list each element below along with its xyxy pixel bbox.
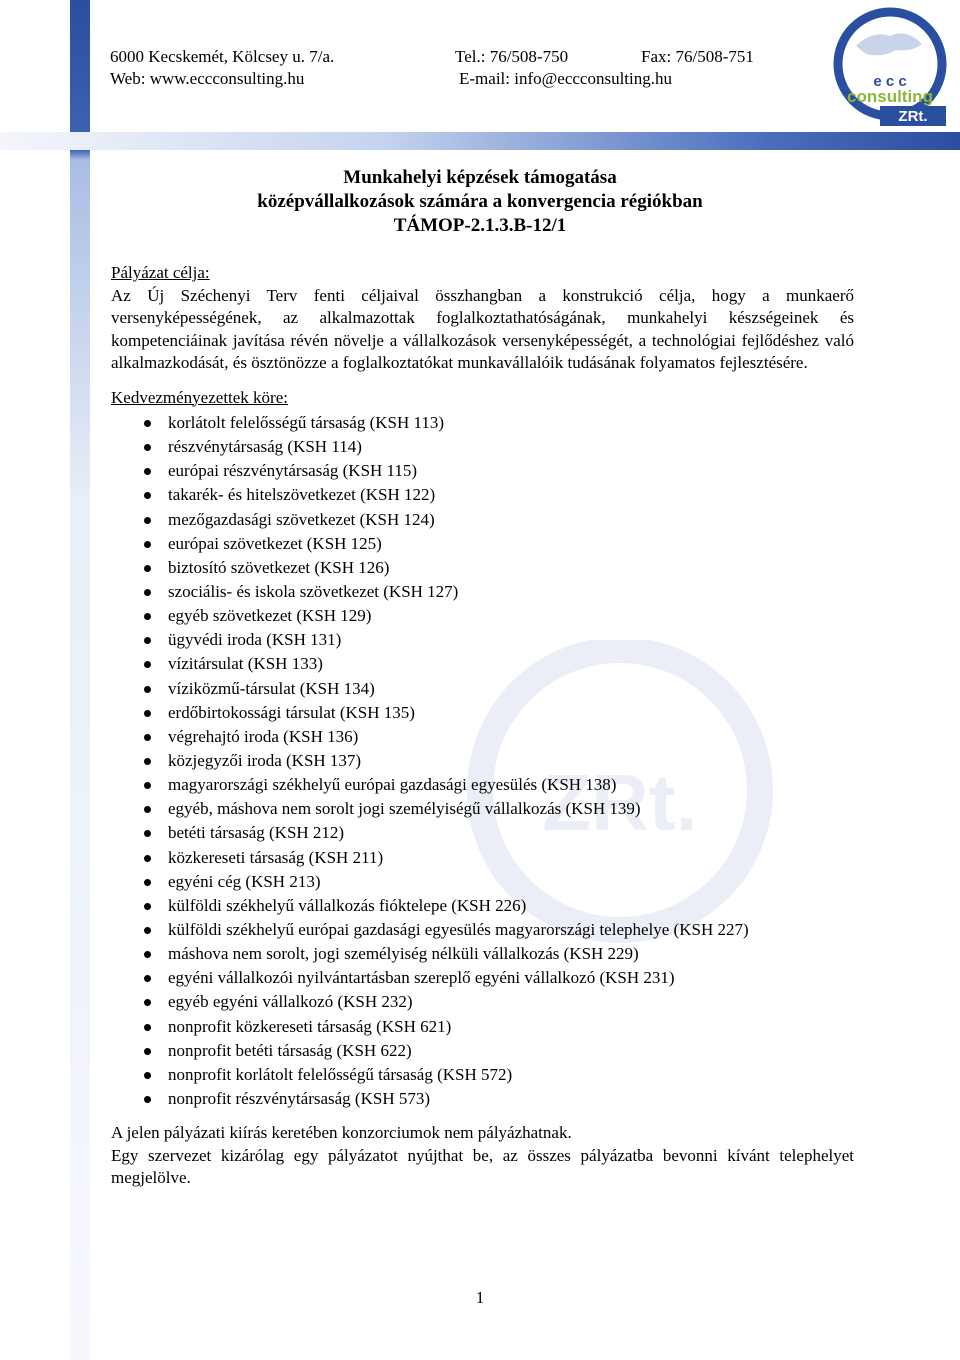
bullet-icon <box>144 1072 151 1079</box>
page-number: 1 <box>475 1288 485 1307</box>
bullet-icon <box>144 492 151 499</box>
bullet-icon <box>144 903 151 910</box>
list-item <box>111 508 854 532</box>
list-item-label: egyéni cég (KSH 213) <box>168 871 321 891</box>
list-item <box>111 701 854 725</box>
logo-consulting-text: consulting <box>847 87 933 106</box>
list-item <box>111 1087 854 1111</box>
list-item <box>111 483 854 507</box>
list-item-label: nonprofit korlátolt felelősségű társaság (KSH 572) <box>168 1064 513 1084</box>
list-item-label: vízitársulat (KSH 133) <box>168 654 323 674</box>
company-address: 6000 Kecskemét, Kölcsey u. 7/a. <box>110 47 335 66</box>
list-item-label: nonprofit részvénytársaság (KSH 573) <box>168 1088 431 1108</box>
list-item <box>111 677 854 701</box>
list-item <box>111 435 854 459</box>
bullet-icon <box>144 517 151 524</box>
list-item-label: víziközmű-társulat (KSH 134) <box>168 678 375 698</box>
list-item <box>111 1063 854 1087</box>
bullet-icon <box>144 710 151 717</box>
bullet-icon <box>144 541 151 548</box>
bullet-icon <box>144 1024 151 1031</box>
list-item-label: külföldi székhelyű európai gazdasági egyesülés magyarországi telephelye (KSH 227) <box>168 919 749 939</box>
bullet-icon <box>144 1048 151 1055</box>
list-item-label: végrehajtó iroda (KSH 136) <box>168 726 359 746</box>
list-item <box>111 966 854 990</box>
website-link[interactable]: Web: www.eccconsulting.hu <box>110 69 305 88</box>
list-item <box>111 797 854 821</box>
list-item <box>111 411 854 435</box>
bullet-icon <box>144 613 151 620</box>
title-line-1: Munkahelyi képzések támogatása <box>343 167 617 188</box>
bullet-icon <box>144 420 151 427</box>
bullet-icon <box>144 879 151 886</box>
consortium-note: A jelen pályázati kiírás keretében konzorciumok nem pályázhatnak. <box>111 1123 572 1143</box>
bullet-icon <box>144 661 151 668</box>
bullet-icon <box>144 782 151 789</box>
list-item <box>111 532 854 556</box>
bullet-icon <box>144 589 151 596</box>
list-item-label: magyarországi székhelyű európai gazdasági egyesülés (KSH 138) <box>168 775 617 795</box>
document-title <box>0 166 960 238</box>
list-item-label: mezőgazdasági szövetkezet (KSH 124) <box>168 509 435 529</box>
list-item-label: európai szövetkezet (KSH 125) <box>168 533 382 553</box>
bullet-icon <box>144 444 151 451</box>
list-item <box>111 990 854 1014</box>
bullet-icon <box>144 999 151 1006</box>
list-item <box>111 918 854 942</box>
bullet-icon <box>144 806 151 813</box>
list-item <box>111 1015 854 1039</box>
list-item-label: részvénytársaság (KSH 114) <box>168 437 362 457</box>
bullet-icon <box>144 830 151 837</box>
list-item <box>111 604 854 628</box>
list-item-label: közkereseti társaság (KSH 211) <box>168 847 384 867</box>
purpose-paragraph: Az Új Széchenyi Terv fenti céljaival összhangban a konstrukció célja, hogy a munkaerő versenyképességének, az alkalmazottak foglalkoztathatóságának, munkahelyi készségeinek és kompetenciáinak javítása révén növelje a vállalkozások versenyképességét, a technológiai fejlődéshez való alkalmazkodását, és ösztönözze a foglalkoztatókat munkavállalóik tudásának folyamatos fejlesztésére. <box>111 285 854 372</box>
fax-number: Fax: 76/508-751 <box>641 47 754 66</box>
title-line-3: TÁMOP-2.1.3.B-12/1 <box>393 215 567 236</box>
list-item <box>111 459 854 483</box>
list-item-label: biztosító szövetkezet (KSH 126) <box>168 557 390 577</box>
list-item-label: korlátolt felelősségű társaság (KSH 113) <box>168 413 445 432</box>
list-item-label: takarék- és hitelszövetkezet (KSH 122) <box>168 485 436 505</box>
list-item-label: egyéni vállalkozói nyilvántartásban szereplő egyéni vállalkozó (KSH 231) <box>168 968 675 988</box>
list-item <box>111 773 854 797</box>
bullet-icon <box>144 975 151 982</box>
bullet-icon <box>144 686 151 693</box>
email-link[interactable]: E-mail: info@eccconsulting.hu <box>459 69 672 88</box>
bullet-icon <box>144 951 151 958</box>
phone-number: Tel.: 76/508-750 <box>455 47 569 66</box>
list-item-label: betéti társaság (KSH 212) <box>168 823 345 843</box>
bullet-icon <box>144 637 151 644</box>
header-frame-bar <box>0 132 960 150</box>
bullet-icon <box>144 758 151 765</box>
list-item-label: külföldi székhelyű vállalkozás fióktelepe (KSH 226) <box>168 895 527 915</box>
list-item-label: európai részvénytársaság (KSH 115) <box>168 461 418 481</box>
bullet-icon <box>144 1096 151 1103</box>
list-item-label: egyéb, máshova nem sorolt jogi személyiségű vállalkozás (KSH 139) <box>168 799 641 819</box>
beneficiaries-heading: Kedvezményezettek köre: <box>111 387 288 407</box>
bullet-icon <box>144 468 151 475</box>
list-item <box>111 725 854 749</box>
list-item-label: nonprofit betéti társaság (KSH 622) <box>168 1040 412 1060</box>
bullet-icon <box>144 565 151 572</box>
list-item <box>111 1039 854 1063</box>
title-line-2: középvállalkozások számára a konvergencia régiókban <box>257 191 703 212</box>
list-item-label: közjegyzői iroda (KSH 137) <box>168 750 362 770</box>
list-item <box>111 821 854 845</box>
list-item-label: máshova nem sorolt, jogi személyiség nélküli vállalkozás (KSH 229) <box>168 944 639 964</box>
purpose-heading: Pályázat célja: <box>111 263 210 282</box>
bullet-icon <box>144 855 151 862</box>
list-item <box>111 942 854 966</box>
list-item <box>111 749 854 773</box>
list-item-label: szociális- és iskola szövetkezet (KSH 127) <box>168 581 459 601</box>
logo-zrt-text: ZRt. <box>898 108 928 125</box>
list-item <box>111 580 854 604</box>
bullet-icon <box>144 734 151 741</box>
list-item <box>111 894 854 918</box>
list-item <box>111 628 854 652</box>
list-item-label: ügyvédi iroda (KSH 131) <box>168 630 342 650</box>
ecc-consulting-logo <box>826 6 954 128</box>
list-item-label: egyéb szövetkezet (KSH 129) <box>168 606 372 626</box>
document-body <box>111 262 854 1190</box>
list-item <box>111 556 854 580</box>
single-application-note: Egy szervezet kizárólag egy pályázatot nyújthat be, az összes pályázatba bevonni kívánt telephelyet megjelölve. <box>111 1145 854 1188</box>
list-item-label: egyéb egyéni vállalkozó (KSH 232) <box>168 992 413 1012</box>
list-item <box>111 870 854 894</box>
beneficiaries-list <box>111 411 854 1111</box>
list-item-label: erdőbirtokossági társulat (KSH 135) <box>168 702 415 722</box>
list-item <box>111 846 854 870</box>
svg-text:ZRt.: ZRt. <box>542 758 698 847</box>
list-item <box>111 652 854 676</box>
bullet-icon <box>144 927 151 934</box>
logo-ecc-text: e c c <box>873 73 907 90</box>
list-item-label: nonprofit közkereseti társaság (KSH 621) <box>168 1016 452 1036</box>
